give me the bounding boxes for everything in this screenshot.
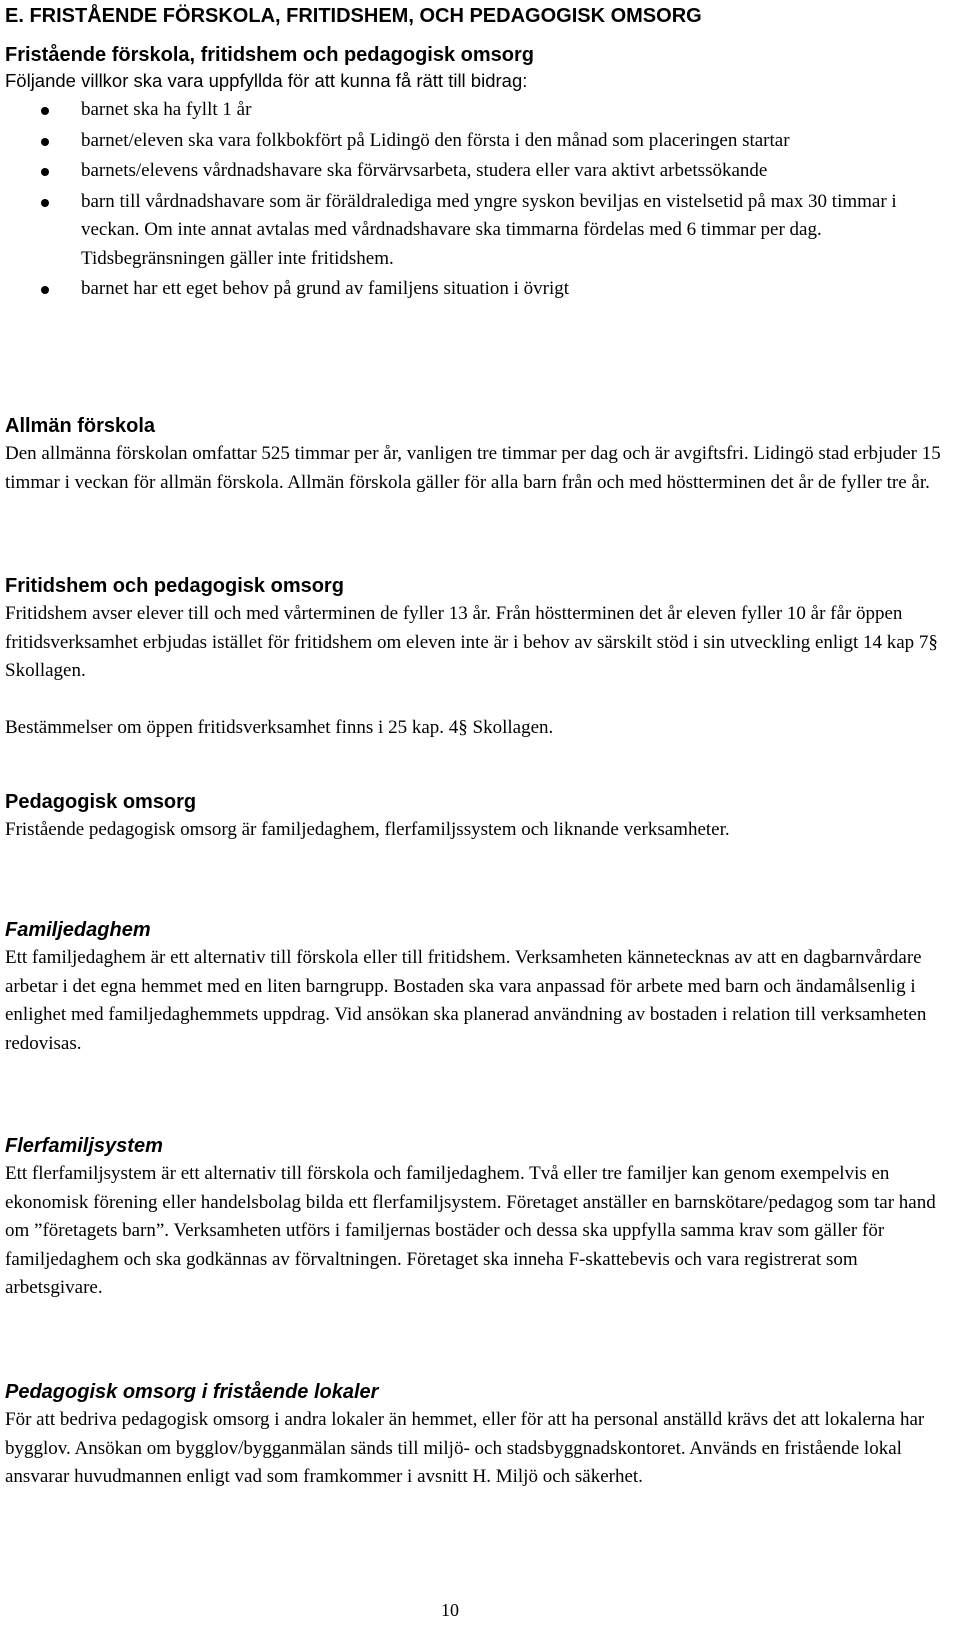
- list-item: barnet har ett eget behov på grund av familjens situation i övrigt: [5, 275, 955, 304]
- section-heading-flerfamilj: Flerfamiljsystem: [5, 1135, 163, 1157]
- allman-text: Den allmänna förskolan omfattar 525 timmar per år, vanligen tre timmar per dag och är avgiftsfri. Lidingö stad erbjuder 15 timmar i veckan för allmän förskola. Allmän förskola gäller för alla barn från och med höstterminen det år de fyller tre år.: [5, 443, 941, 493]
- section-heading-lokaler: Pedagogisk omsorg i fristående lokaler: [5, 1381, 379, 1403]
- section-heading-allman: Allmän förskola: [5, 415, 156, 437]
- villkor-intro: Följande villkor ska vara uppfyllda för att kunna få rätt till bidrag:: [5, 70, 528, 91]
- lokaler-text: För att bedriva pedagogisk omsorg i andra lokaler än hemmet, eller för att ha personal anställd krävs det att lokalerna har bygglov. Ansökan om bygglov/bygganmälan sänds till miljö- och stadsbyggnadskontoret. Används en fristående lokal ansvarar huvudmannen enligt vad som framkommer i avsnitt H. Miljö och säkerhet.: [5, 1409, 925, 1487]
- section-familjedaghem: [5, 916, 955, 1058]
- document-title: E. FRISTÅENDE FÖRSKOLA, FRITIDSHEM, OCH PEDAGOGISK OMSORG: [5, 5, 702, 27]
- section-villkor: [5, 42, 955, 306]
- section-flerfamiljsystem: [5, 1132, 955, 1303]
- section-heading-pedagogisk: Pedagogisk omsorg: [5, 791, 197, 813]
- section-fritidshem: [5, 572, 955, 742]
- flerfamilj-text: Ett flerfamiljsystem är ett alternativ till förskola och familjedaghem. Två eller tre familjer kan genom exempelvis en ekonomisk förening eller handelsbolag bilda ett flerfamiljsystem. Företaget anställer en barnskötare/pedagog som tar hand om ”företagets barn”. Verksamheten utförs i familjernas bostäder och dessa ska uppfylla samma krav som gäller för familjedaghem och ska godkännas av förvaltningen. Företaget ska inneha F-skattebevis och vara registrerat som arbetsgivare.: [5, 1163, 936, 1298]
- bullet-icon: [41, 138, 49, 146]
- page-number: 10: [441, 1600, 459, 1620]
- list-item: barnet/eleven ska vara folkbokfört på Lidingö den första i den månad som placeringen startar: [5, 127, 955, 156]
- list-item: barn till vårdnadshavare som är föräldralediga med yngre syskon beviljas en vistelsetid på max 30 timmar i veckan. Om inte annat avtalas med vårdnadshavare ska timmarna fördelas med 6 timmar per dag. Tidsbegränsningen gäller inte fritidshem.: [5, 188, 955, 274]
- section-heading-villkor: Fristående förskola, fritidshem och pedagogisk omsorg: [5, 44, 534, 66]
- section-heading-familjedaghem: Familjedaghem: [5, 919, 151, 941]
- list-item: barnet ska ha fyllt 1 år: [5, 96, 955, 125]
- section-heading-fritidshem: Fritidshem och pedagogisk omsorg: [5, 575, 344, 597]
- familjedaghem-text: Ett familjedaghem är ett alternativ till förskola eller till fritidshem. Verksamheten kännetecknas av att en dagbarnvårdare arbetar i det egna hemmet med en liten barngrupp. Bostaden ska vara anpassad för arbete med barn och ändamålsenlig i enlighet med familjedaghemmets uppdrag. Vid ansökan ska planerad användning av bostaden i relation till verksamheten redovisas.: [5, 947, 927, 1054]
- bullet-icon: [41, 199, 49, 207]
- section-lokaler: [5, 1378, 955, 1492]
- bullet-icon: [41, 107, 49, 115]
- bullet-icon: [41, 168, 49, 176]
- list-item: barnets/elevens vårdnadshavare ska förvärvsarbeta, studera eller vara aktivt arbetssökande: [5, 157, 955, 186]
- bullet-icon: [41, 286, 49, 294]
- pedagogisk-text: Fristående pedagogisk omsorg är familjedaghem, flerfamiljssystem och liknande verksamheter.: [5, 819, 730, 840]
- section-allman-forskola: [5, 412, 955, 497]
- fritidshem-text: Fritidshem avser elever till och med vårterminen de fyller 13 år. Från höstterminen det år eleven fyller 10 år får öppen fritidsverksamhet erbjudas istället för fritidshem om eleven inte är i behov av särskilt stöd i sin utveckling enligt 14 kap 7§ Skollagen.: [5, 603, 938, 681]
- section-pedagogisk-omsorg: [5, 788, 955, 845]
- villkor-list: [5, 96, 955, 304]
- fritidshem-text-2: Bestämmelser om öppen fritidsverksamhet finns i 25 kap. 4§ Skollagen.: [5, 716, 554, 738]
